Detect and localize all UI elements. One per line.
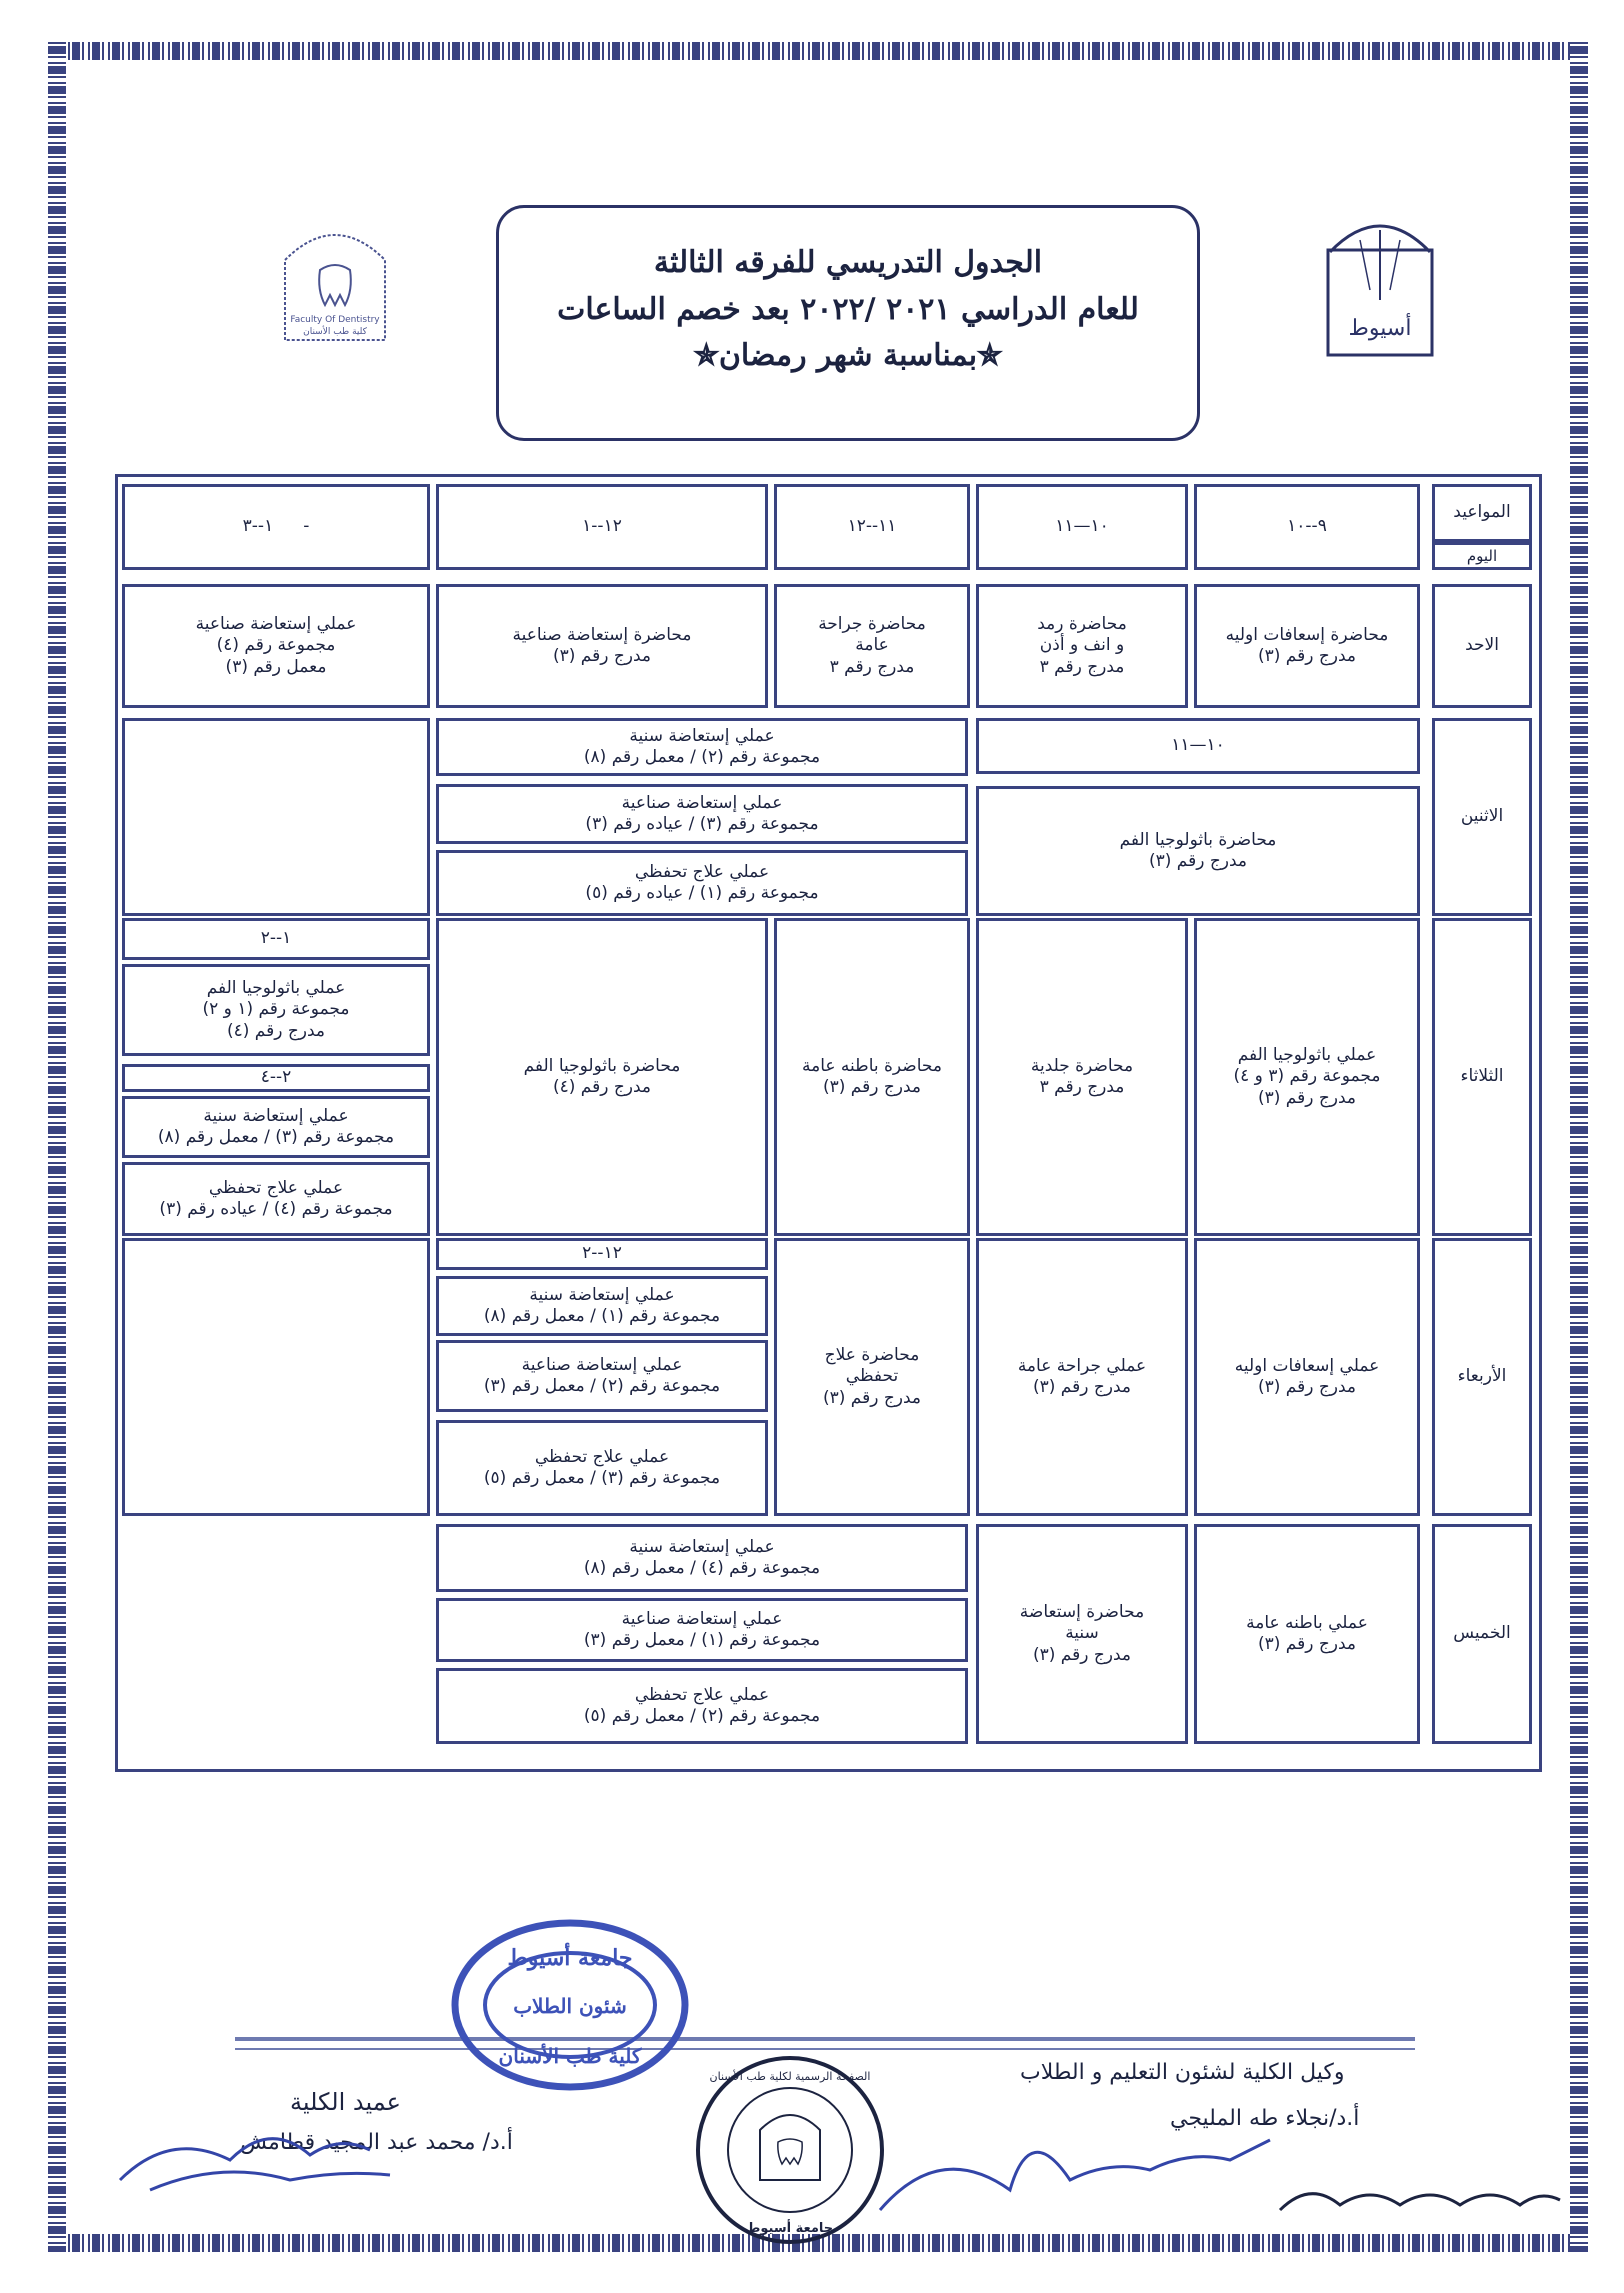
sun-slot-3: محاضرة جراحة عامة مدرج رقم ٣ [774, 584, 970, 708]
svg-text:جامعة أسيوط: جامعة أسيوط [746, 2221, 834, 2236]
sun-slot-1: محاضرة إسعافات اوليه مدرج رقم (٣) [1194, 584, 1420, 708]
sun-slot-4: محاضرة إستعاضة صناعية مدرج رقم (٣) [436, 584, 768, 708]
day-tuesday: الثلاثاء [1432, 918, 1532, 1236]
faculty-of-dentistry-logo [275, 210, 395, 350]
students-affairs-stamp [440, 1905, 700, 2105]
tue-practical-a: عملي باثولوجيا الفم مجموعة رقم (١ و ٢) مدرج رقم (٤) [122, 964, 430, 1056]
vice-dean-name: أ.د/نجلاء طه المليجي [1170, 2106, 1360, 2131]
tue-practical-c: عملي علاج تحفظي مجموعة رقم (٤) / عياده رقم (٣) [122, 1162, 430, 1236]
thu-practical-1: عملي إستعاضة سنية مجموعة رقم (٤) / معمل رقم (٨) [436, 1524, 968, 1592]
border-top [48, 42, 1588, 60]
header-time-3: ١١--١٢ [774, 484, 970, 570]
svg-text:أسيوط: أسيوط [1348, 316, 1412, 341]
header-time-1: ٩--١٠ [1194, 484, 1420, 570]
mon-empty [122, 718, 430, 916]
thu-slot-1: عملي باطنه عامة مدرج رقم (٣) [1194, 1524, 1420, 1744]
day-sunday: الاحد [1432, 584, 1532, 708]
wed-practical-2: عملي إستعاضة صناعية مجموعة رقم (٢) / معمل رقم (٣) [436, 1340, 768, 1412]
mon-lecture: محاضرة باثولوجيا الفم مدرج رقم (٣) [976, 786, 1420, 916]
header-time-4: ١٢--١ [436, 484, 768, 570]
tue-time-1: ١--٢ [122, 918, 430, 960]
mon-practical-3: عملي علاج تحفظي مجموعة رقم (١) / عياده رقم (٥) [436, 850, 968, 916]
svg-text:جامعة أسيوط: جامعة أسيوط [507, 1945, 633, 1971]
mon-time: ١٠—١١ [976, 718, 1420, 774]
thu-practical-3: عملي علاج تحفظي مجموعة رقم (٢) / معمل رقم (٥) [436, 1668, 968, 1744]
faculty-seal [690, 2050, 890, 2250]
vice-dean-title: وكيل الكلية لشئون التعليم و الطلاب [1020, 2060, 1345, 2085]
title-line-3: ✯بمناسبة شهر رمضان✯ [693, 338, 1003, 373]
header-time-2: ١٠—١١ [976, 484, 1188, 570]
sun-slot-5: عملي إستعاضة صناعية مجموعة رقم (٤) معمل رقم (٣) [122, 584, 430, 708]
header-day-label: اليوم [1432, 542, 1532, 570]
dean-title: عميد الكلية [290, 2088, 401, 2116]
border-left [48, 42, 66, 2252]
tue-time-2: ٢--٤ [122, 1064, 430, 1092]
thu-practical-2: عملي إستعاضة صناعية مجموعة رقم (١) / معمل رقم (٣) [436, 1598, 968, 1662]
svg-text:Faculty Of Dentistry: Faculty Of Dentistry [290, 315, 380, 325]
svg-text:شئون الطلاب: شئون الطلاب [513, 1994, 627, 2018]
sun-slot-2: محاضرة رمد و انف و أذن مدرج رقم ٣ [976, 584, 1188, 708]
mon-practical-2: عملي إستعاضة صناعية مجموعة رقم (٣) / عياده رقم (٣) [436, 784, 968, 844]
wed-slot-2: عملي جراحة عامة مدرج رقم (٣) [976, 1238, 1188, 1516]
tue-practical-b: عملي إستعاضة سنية مجموعة رقم (٣) / معمل رقم (٨) [122, 1096, 430, 1158]
dean-signature [110, 2060, 410, 2210]
tue-slot-3: محاضرة باطنه عامة مدرج رقم (٣) [774, 918, 970, 1236]
thu-slot-2: محاضرة إستعاضة سنية مدرج رقم (٣) [976, 1524, 1188, 1744]
day-thursday: الخميس [1432, 1524, 1532, 1744]
wed-slot-3: محاضرة علاج تحفظي مدرج رقم (٣) [774, 1238, 970, 1516]
header-time-5: ١--٣ - [122, 484, 430, 570]
dean-name: أ.د/ محمد عبد المجيد قطامش [240, 2130, 513, 2155]
title-line-1: الجدول التدريسي للفرقه الثالثة [653, 245, 1043, 280]
svg-text:الصفحة الرسمية لكلية طب الأسنا: الصفحة الرسمية لكلية طب الأسنان [709, 2070, 871, 2083]
svg-text:كلية طب الأسنان: كلية طب الأسنان [303, 327, 367, 337]
registrar-signature [1270, 2170, 1570, 2230]
day-wednesday: الأربعاء [1432, 1238, 1532, 1516]
tue-slot-1: عملي باثولوجيا الفم مجموعة رقم (٣ و ٤) مدرج رقم (٣) [1194, 918, 1420, 1236]
wed-time: ١٢--٢ [436, 1238, 768, 1270]
wed-practical-3: عملي علاج تحفظي مجموعة رقم (٣) / معمل رقم (٥) [436, 1420, 768, 1516]
header-times-label: المواعيد [1432, 484, 1532, 542]
border-right [1570, 42, 1588, 2252]
day-monday: الاثنين [1432, 718, 1532, 916]
wed-slot-1: عملي إسعافات اوليه مدرج رقم (٣) [1194, 1238, 1420, 1516]
mon-practical-1: عملي إستعاضة سنية مجموعة رقم (٢) / معمل رقم (٨) [436, 718, 968, 776]
footer-divider [235, 2037, 1415, 2041]
tue-slot-4: محاضرة باثولوجيا الفم مدرج رقم (٤) [436, 918, 768, 1236]
wed-empty [122, 1238, 430, 1516]
assiut-university-logo [1320, 210, 1440, 360]
svg-text:كلية طب الأسنان: كلية طب الأسنان [498, 2044, 642, 2068]
title-line-2: للعام الدراسي ٢٠٢١ /٢٠٢٢ بعد خصم الساعات [557, 291, 1139, 327]
wed-practical-1: عملي إستعاضة سنية مجموعة رقم (١) / معمل رقم (٨) [436, 1276, 768, 1336]
tue-slot-2: محاضرة جلدية مدرج رقم ٣ [976, 918, 1188, 1236]
title-box [496, 205, 1200, 441]
vice-dean-signature [870, 2100, 1290, 2230]
